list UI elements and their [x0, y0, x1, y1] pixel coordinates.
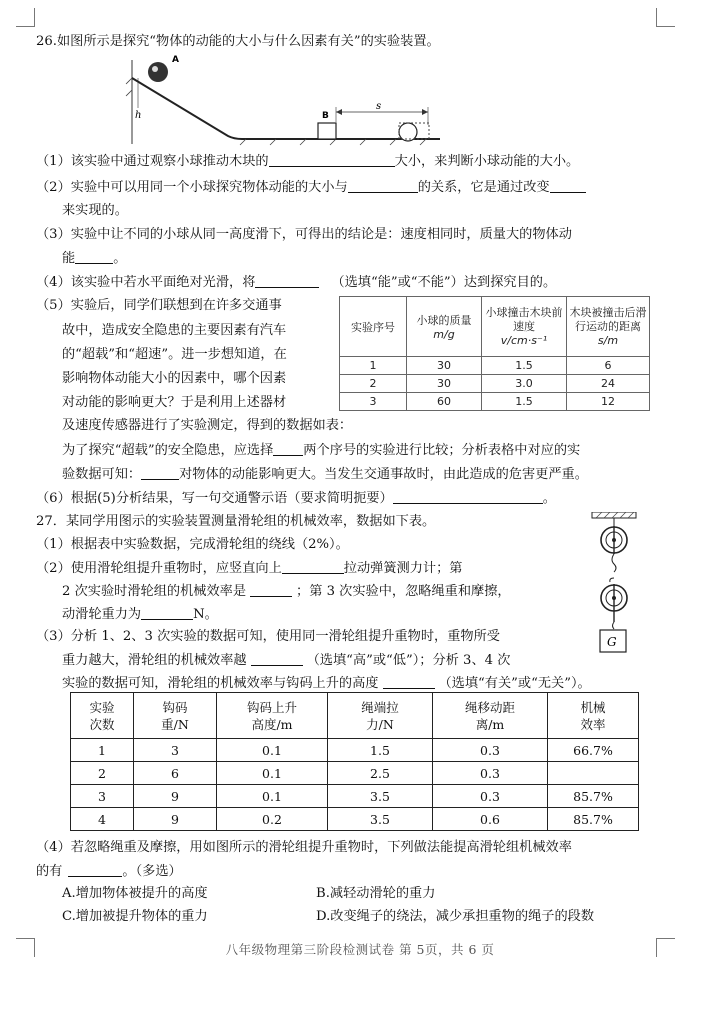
q27-part3-cont: 重力越大，滑轮组的机械效率越 （选填“高”或“低”）；分析 3、4 次: [62, 653, 511, 668]
q27-part2-cont: 2 次实验时滑轮组的机械效率是 ；第 3 次实验中，忽略绳重和摩擦，: [62, 584, 511, 599]
q27-data-table: [70, 692, 639, 831]
q26-part3: （3）实验中让不同的小球从同一高度滑下，可得出的结论是：速度相同时，质量大的物体动: [36, 227, 572, 242]
table-row: 4 9 0.2 3.5 0.6 85.7%: [71, 808, 639, 831]
table-row: 3 9 0.1 3.5 0.3 85.7%: [71, 785, 639, 808]
q26-p5-line: 影响物体动能大小的因素中，哪个因素: [62, 371, 287, 386]
table-header: 实验序号: [340, 297, 407, 357]
label-h: h: [135, 110, 142, 121]
table-row: 1 3 0.1 1.5 0.3 66.7%: [71, 739, 639, 762]
q26-p5-line: 的“超载”和“超速”。进一步想知道，在: [62, 347, 287, 362]
q26-part6: （6）根据(5)分析结果，写一句交通警示语（要求简明扼要） 。: [36, 491, 556, 506]
answer-blank[interactable]: [251, 651, 303, 666]
answer-blank[interactable]: [273, 441, 303, 456]
option-c[interactable]: C.增加被提升物体的重力: [62, 909, 208, 924]
q26-data-table: [339, 296, 650, 411]
table-row: 3 60 1.5 12: [340, 393, 650, 411]
option-b[interactable]: B.减轻动滑轮的重力: [316, 886, 436, 901]
q26-part3-cont: 能 。: [62, 251, 127, 266]
table-header: 小球撞击木块前速度 v/cm·s⁻¹: [482, 297, 567, 357]
q27-part4: （4）若忽略绳重及摩擦，用如图所示的滑轮组提升重物时，下列做法能提高滑轮组机械效率: [36, 840, 572, 855]
answer-blank[interactable]: [348, 178, 418, 193]
answer-blank[interactable]: [269, 152, 395, 167]
answer-blank[interactable]: [75, 249, 113, 264]
answer-blank[interactable]: [68, 862, 122, 877]
table-header-row: 实验 次数 钩码 重/N 钩码上升 高度/m 绳端拉 力/N 绳移动距 离/m 机械 效率: [71, 693, 639, 739]
q26-p5-line: 及速度传感器进行了实验测定，得到的数据如表：: [62, 418, 353, 433]
option-a[interactable]: A.增加物体被提升的高度: [62, 886, 208, 901]
q27-title: 27．某同学用图示的实验装置测量滑轮组的机械效率，数据如下表。: [36, 514, 436, 529]
answer-blank[interactable]: [141, 465, 179, 480]
q27-pulley-figure: [586, 512, 642, 662]
label-s: s: [376, 101, 382, 112]
ball-a: [148, 62, 168, 82]
label-b: B: [322, 111, 329, 121]
q26-part2: （2）实验中可以用同一个小球探究物体动能的大小与 的关系，它是通过改变: [36, 178, 586, 197]
answer-blank[interactable]: [141, 605, 193, 620]
table-header: 木块被撞击后滑行运动的距离 s/m: [567, 297, 650, 357]
q26-p5-line: 对动能的影响更大？于是利用上述器材: [62, 395, 287, 410]
q27-part3: （3）分析 1、2、3 次实验的数据可知，使用同一滑轮组提升重物时，重物所受: [36, 629, 500, 644]
block-b: [318, 123, 336, 139]
table-row: 2 30 3.0 24: [340, 375, 650, 393]
q27-part2: （2）使用滑轮组提升重物时，应竖直向上 拉动弹簧测力计；第: [36, 561, 463, 576]
answer-blank[interactable]: [393, 489, 543, 504]
q26-part4: （4）该实验中若水平面绝对光滑，将 （选填“能”或“不能”）达到探究目的。: [36, 275, 557, 290]
q26-ramp-figure: [110, 52, 450, 148]
crop-mark-top-left: [16, 8, 35, 27]
answer-blank[interactable]: [282, 559, 344, 574]
label-g: G: [607, 635, 617, 649]
table-header: 小球的质量 m/g: [407, 297, 482, 357]
answer-blank[interactable]: [383, 674, 435, 689]
label-a: A: [172, 55, 179, 65]
q27-part1: （1）根据表中实验数据，完成滑轮组的绕线（2%）。: [36, 537, 349, 552]
q26-part2-cont: 来实现的。: [62, 203, 128, 218]
q26-p5-line: 故中，造成安全隐患的主要因素有汽车: [62, 323, 287, 338]
option-d[interactable]: D.改变绳子的绕法，减少承担重物的绳子的段数: [316, 909, 595, 924]
q27-part4-cont: 的有 。（多选）: [36, 864, 182, 879]
q26-p5-line: （5）实验后，同学们联想到在许多交通事: [36, 298, 282, 313]
q27-part2-cont2: 动滑轮重力为 N。: [62, 607, 218, 622]
page-footer: 八年级物理第三阶段检测试卷 第 5页，共 6 页: [225, 942, 495, 957]
q27-part3-cont2: 实验的数据可知，滑轮组的机械效率与钩码上升的高度 （选填“有关”或“无关”）。: [62, 676, 591, 691]
crop-mark-top-right: [656, 8, 675, 27]
q26-part5-question: 为了探究“超载”的安全隐患，应选择 两个序号的实验进行比较；分析表格中对应的实: [62, 443, 581, 458]
table-row: 2 6 0.1 2.5 0.3: [71, 762, 639, 785]
q26-part1: （1）该实验中通过观察小球推动木块的 大小，来判断小球动能的大小。: [36, 154, 580, 169]
answer-blank[interactable]: [550, 178, 586, 193]
table-row: 1 30 1.5 6: [340, 357, 650, 375]
answer-blank[interactable]: [255, 273, 319, 288]
q26-part5-conclusion: 验数据可知： 对物体的动能影响更大。当发生交通事故时，由此造成的危害更严重。: [62, 467, 588, 482]
answer-blank[interactable]: [250, 582, 292, 597]
q26-title: 26.如图所示是探究“物体的动能的大小与什么因素有关”的实验装置。: [36, 34, 440, 49]
